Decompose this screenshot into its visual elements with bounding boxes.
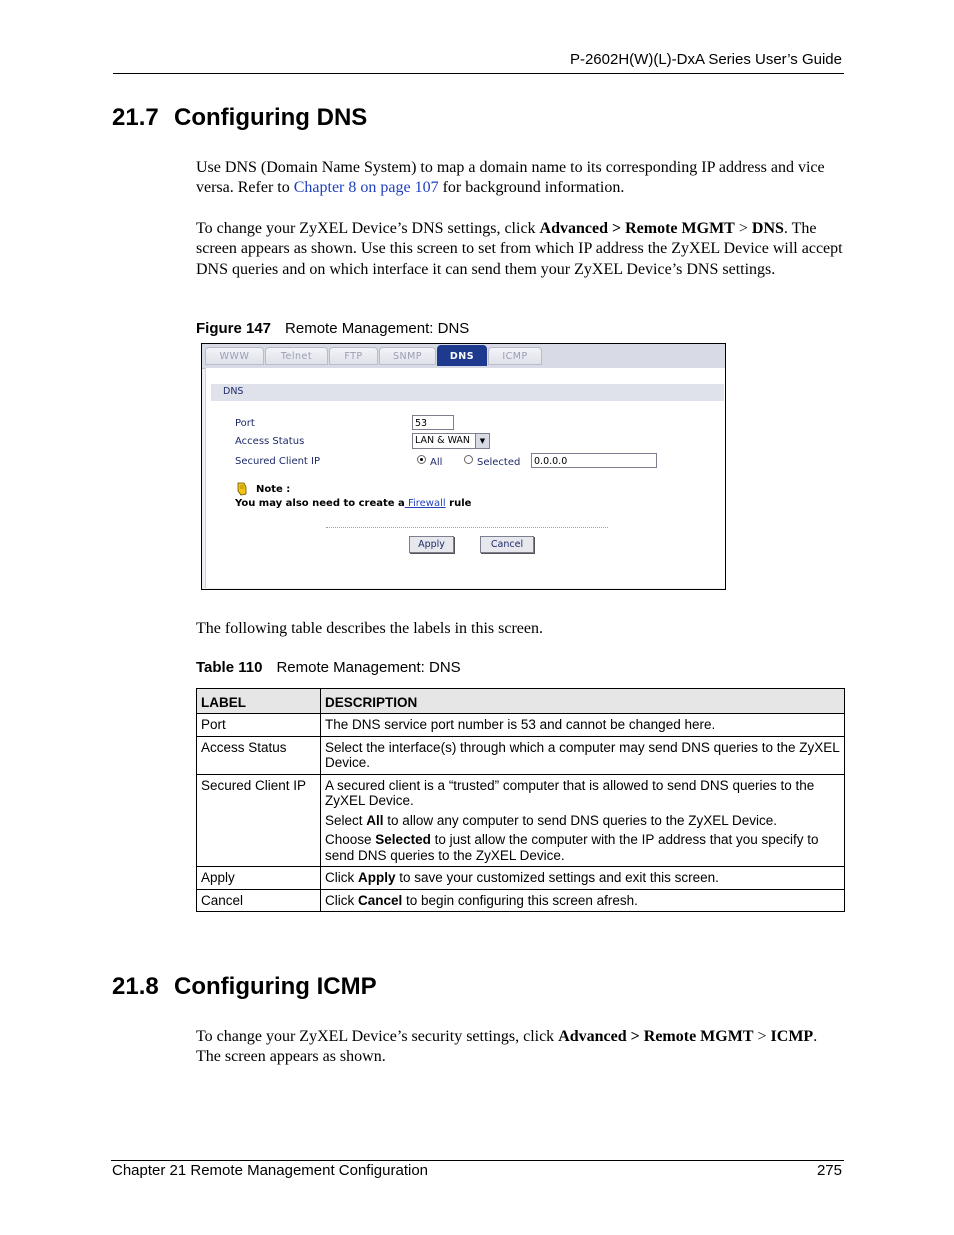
table-intro: The following table describes the labels in this screen.: [196, 620, 544, 637]
section-title-icmp: [112, 973, 377, 1001]
menu-path: Advanced > Remote MGMT: [558, 1028, 754, 1045]
footer-chapter: Chapter 21 Remote Management Configuration: [112, 1162, 429, 1179]
chapter-link[interactable]: Chapter 8 on page 107: [293, 179, 439, 197]
table-row: [197, 774, 845, 867]
text: . The screen appears as shown.: [196, 1028, 818, 1066]
text: [325, 832, 840, 863]
footer-rule: [111, 1160, 844, 1161]
access-status-value: LAN & WAN: [415, 435, 471, 446]
dns-howto-paragraph: [196, 219, 844, 280]
table-row: [197, 736, 845, 774]
text: Cancel: [358, 892, 403, 908]
table-row: [197, 889, 845, 912]
port-field[interactable]: 53: [412, 415, 454, 430]
table-caption: [196, 659, 461, 676]
text: >: [734, 220, 752, 237]
radio-all[interactable]: [417, 455, 426, 464]
note-text: [235, 498, 471, 509]
row-description: [321, 736, 845, 774]
text: to allow any computer to send DNS queries to the ZyXEL Device.: [383, 812, 777, 828]
text: Apply: [358, 870, 396, 885]
table-label: Table 110: [196, 659, 263, 676]
section-number: 21.8: [112, 973, 159, 1000]
row-label: Apply: [197, 867, 321, 890]
access-status-label: Access Status: [235, 436, 305, 447]
section-heading: Configuring ICMP: [174, 973, 377, 1000]
table-caption-text: Remote Management: DNS: [276, 659, 461, 676]
footer-page-number: 275: [816, 1162, 842, 1179]
table-row: [197, 714, 845, 737]
text: You may also need to create a: [235, 498, 405, 509]
chevron-down-icon[interactable]: ▼: [475, 434, 489, 448]
text: to begin configuring this screen afresh.: [402, 892, 638, 908]
header-rule: [113, 73, 844, 74]
tab-icmp[interactable]: ICMP: [488, 347, 542, 365]
firewall-link[interactable]: Firewall: [404, 498, 446, 509]
text: [325, 870, 840, 886]
section-number: 21.7: [112, 104, 159, 131]
text: Click: [325, 870, 358, 885]
column-header-description: DESCRIPTION: [321, 689, 845, 714]
text: to just allow the computer with the IP address that you specify to send DNS queries to the ZyXEL Device.: [325, 832, 819, 863]
text: To change your ZyXEL Device’s DNS settings, click: [196, 220, 540, 237]
text: All: [366, 812, 384, 828]
figure-label: Figure 147: [196, 320, 272, 337]
dotted-divider: [326, 527, 608, 528]
tab-snmp[interactable]: SNMP: [379, 347, 436, 365]
radio-selected-label: Selected: [477, 457, 521, 468]
apply-button[interactable]: Apply: [409, 536, 454, 553]
dns-screenshot: [201, 343, 726, 590]
text: Select: [325, 812, 367, 828]
text: to save your customized settings and exit this screen.: [395, 870, 719, 885]
port-label: Port: [235, 418, 255, 429]
cancel-button[interactable]: Cancel: [480, 536, 534, 553]
column-header-label: LABEL: [197, 689, 321, 714]
text: . The screen appears as shown. Use this screen to set from which IP address the ZyXEL Device will accept DNS queries and on which interface it can send them your ZyXEL Device’s DNS settings.: [196, 220, 843, 278]
menu-path: ICMP: [770, 1028, 814, 1045]
description-table: [196, 688, 845, 912]
table-row: [197, 867, 845, 890]
text: [325, 813, 840, 829]
secured-ip-field[interactable]: 0.0.0.0: [531, 453, 657, 468]
panel-heading: DNS: [223, 386, 244, 397]
tab-dns[interactable]: DNS: [437, 345, 487, 366]
row-label: Port: [197, 714, 321, 737]
radio-all-label: All: [430, 457, 443, 468]
panel-heading-band: [211, 384, 724, 401]
text: Click: [325, 892, 358, 908]
text: A secured client is a “trusted” computer that is allowed to send DNS queries to the ZyXEL Device.: [325, 777, 815, 808]
tab-ftp[interactable]: FTP: [329, 347, 378, 365]
text: The DNS service port number is 53 and cannot be changed here.: [325, 717, 716, 732]
note-title: Note :: [256, 484, 291, 495]
tab-www[interactable]: WWW: [205, 347, 264, 365]
text: Select the interface(s) through which a computer may send DNS queries to the ZyXEL Device.: [325, 739, 840, 770]
row-description: [321, 714, 845, 737]
text: Use DNS (Domain Name System) to map a domain name to its corresponding IP address and vice versa. Refer to: [196, 159, 825, 197]
section-title-dns: [112, 104, 367, 132]
icmp-howto-paragraph: [196, 1027, 844, 1068]
text: >: [753, 1028, 771, 1045]
menu-path: DNS: [751, 220, 784, 237]
tab-telnet[interactable]: Telnet: [265, 347, 328, 365]
row-description: [321, 867, 845, 890]
text: To change your ZyXEL Device’s security settings, click: [196, 1028, 559, 1045]
row-label: Cancel: [197, 889, 321, 912]
dns-intro-paragraph: [196, 158, 844, 199]
text: Selected: [375, 832, 431, 847]
dns-panel: [205, 368, 725, 588]
running-header: P-2602H(W)(L)-DxA Series User’s Guide: [569, 51, 842, 68]
row-label: Access Status: [197, 736, 321, 774]
figure-caption-text: Remote Management: DNS: [285, 320, 470, 337]
table-header-row: [197, 689, 845, 714]
text: [325, 893, 840, 909]
figure-caption: [196, 320, 469, 337]
text: for background information.: [438, 179, 625, 197]
access-status-select[interactable]: [412, 433, 490, 449]
row-description: [321, 774, 845, 867]
tab-bar: [202, 344, 725, 369]
section-heading: Configuring DNS: [174, 104, 368, 131]
note-hand-icon: [236, 482, 248, 496]
text: rule: [445, 498, 472, 509]
menu-path: Advanced > Remote MGMT: [539, 220, 735, 237]
row-label: Secured Client IP: [197, 774, 321, 867]
text: Choose: [325, 832, 376, 847]
row-description: [321, 889, 845, 912]
radio-selected[interactable]: [464, 455, 473, 464]
secured-client-label: Secured Client IP: [235, 456, 321, 467]
